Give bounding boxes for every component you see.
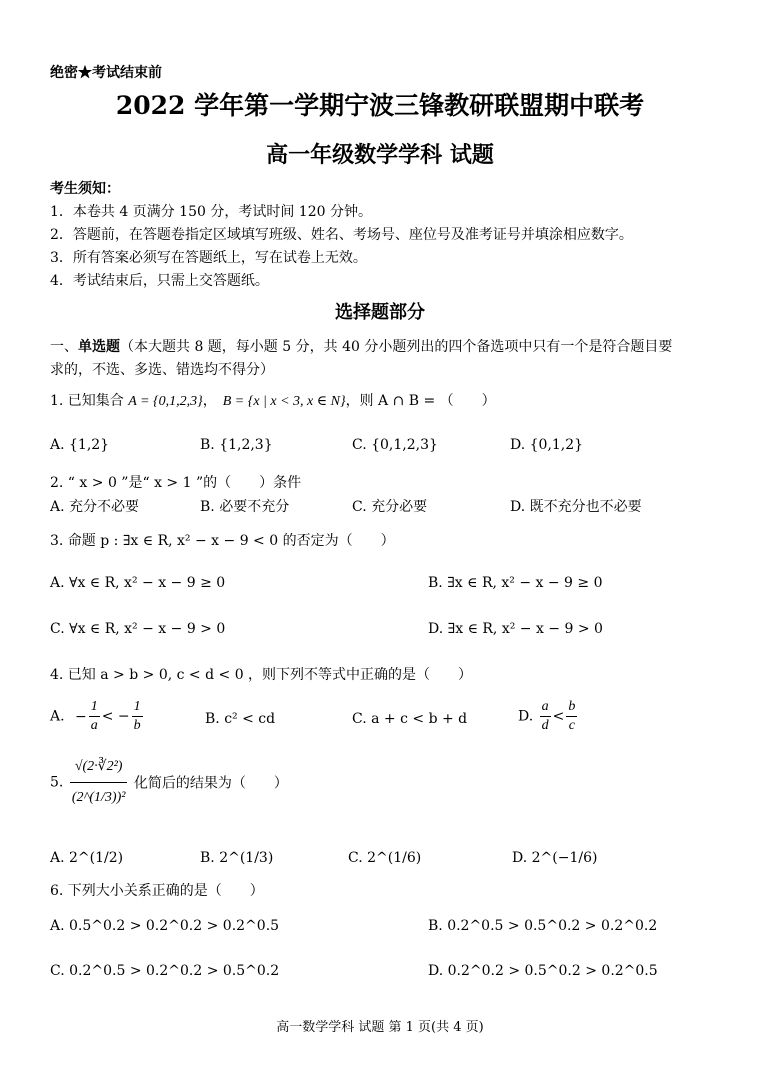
q3-option-c: C. ∀x ∈ R, x² − x − 9 > 0 [50, 621, 226, 637]
q6-option-b: B. 0.2^0.5 > 0.5^0.2 > 0.2^0.2 [428, 918, 658, 934]
q3-option-a: A. ∀x ∈ R, x² − x − 9 ≥ 0 [50, 575, 226, 591]
q5-expression [70, 752, 128, 813]
intro-prefix: 一、 [50, 339, 78, 355]
question-6-stem: 6. 下列大小关系正确的是（ ） [50, 883, 264, 899]
q5-numerator: √(2·∛2²) [70, 752, 128, 783]
page-footer: 高一数学学科 试题 第 1 页(共 4 页) [276, 1020, 484, 1035]
notice-heading: 考生须知： [50, 181, 120, 197]
question-3-stem: 3. 命题 p : ∃x ∈ R, x² − x − 9 < 0 的否定为（ ） [50, 533, 395, 549]
q2-option-a: A. 充分不必要 [50, 499, 140, 515]
q4-a-frac1: $\frac{1}{a}$ [90, 699, 98, 733]
q4-option-b: B. c² < cd [205, 711, 276, 727]
q1-set-a: A = {0,1,2,3} [128, 394, 203, 409]
q2-option-b: B. 必要不充分 [200, 499, 290, 515]
notice-item: 2．答题前，在答题卷指定区域填写班级、姓名、考场号、座位号及准考证号并填涂相应数字。 [50, 227, 633, 243]
q4-option-a: A. − $\frac{1}{a}$ < − $\frac{1}{b}$ [50, 699, 141, 733]
q1-stem-b: ，则 A ∩ B = （ ） [345, 393, 496, 409]
secret-mark: 绝密★考试结束前 [50, 65, 162, 81]
q2-option-d: D. 既不充分也不必要 [510, 499, 642, 515]
q6-option-a: A. 0.5^0.2 > 0.2^0.2 > 0.2^0.5 [50, 918, 280, 934]
q5-denominator: (2^(1/3))² [71, 790, 126, 805]
q5-option-c: C. 2^(1/6) [348, 850, 422, 866]
q4-a-frac2: $\frac{1}{b}$ [133, 699, 141, 733]
q2-option-c: C. 充分必要 [352, 499, 428, 515]
section-intro-line2: 求的，不选、多选、错选均不得分） [50, 362, 274, 378]
question-4-stem: 4. 已知 a > b > 0, c < d < 0 ，则下列不等式中正确的是（ ） [50, 667, 473, 683]
q4-a-label: A. [50, 708, 65, 725]
q5-option-a: A. 2^(1/2) [50, 850, 124, 866]
q5-text: 化简后的结果为（ ） [133, 775, 288, 792]
q5-option-b: B. 2^(1/3) [200, 850, 274, 866]
q4-option-d: D. $\frac{a}{d}$ < $\frac{b}{c}$ [518, 699, 576, 733]
q1-option-a: A. {1,2} [50, 437, 110, 453]
q1-stem-a: 1. 已知集合 [50, 393, 129, 409]
q3-option-b: B. ∃x ∈ R, x² − x − 9 ≥ 0 [428, 575, 603, 591]
q1-set-b: B = {x | x < 3, x ∈ N} [222, 394, 346, 409]
section-title: 选择题部分 [335, 302, 425, 323]
intro-text: （本大题共 8 题，每小题 5 分，共 40 分小题列出的四个备选项中只有一个是符合题目要 [120, 339, 673, 355]
question-5-stem [50, 752, 288, 813]
q4-d-frac2: $\frac{b}{c}$ [568, 699, 576, 733]
notice-item: 1．本卷共 4 页满分 150 分，考试时间 120 分钟。 [50, 204, 372, 220]
intro-bold: 单选题 [78, 339, 120, 355]
q6-option-c: C. 0.2^0.5 > 0.2^0.2 > 0.5^0.2 [50, 963, 280, 979]
question-2-stem: 2. “ x > 0 ”是“ x > 1 ”的（ ）条件 [50, 475, 302, 491]
q4-d-label: D. [518, 708, 534, 725]
page-subtitle: 高一年级数学学科 试题 [266, 142, 494, 168]
question-1-stem: 1. 已知集合 A = {0,1,2,3}， B = {x | x < 3, x ∈ N}，则 A ∩ B = （ ） [50, 393, 496, 409]
q6-option-d: D. 0.2^0.2 > 0.5^0.2 > 0.2^0.5 [428, 963, 658, 979]
q3-option-d: D. ∃x ∈ R, x² − x − 9 > 0 [428, 621, 603, 637]
q4-d-frac1: $\frac{a}{d}$ [541, 699, 549, 733]
q1-option-d: D. {0,1,2} [510, 437, 584, 453]
q5-option-d: D. 2^(−1/6) [512, 850, 598, 866]
q1-option-b: B. {1,2,3} [200, 437, 273, 453]
q5-label: 5. [50, 774, 64, 791]
notice-item: 3．所有答案必须写在答题纸上，写在试卷上无效。 [50, 250, 367, 266]
page-title: 2022 学年第一学期宁波三锋教研联盟期中联考 [115, 91, 645, 120]
notice-item: 4．考试结束后，只需上交答题纸。 [50, 273, 269, 289]
q1-option-c: C. {0,1,2,3} [352, 437, 438, 453]
section-intro-line1 [50, 336, 672, 356]
q4-option-c: C. a + c < b + d [352, 711, 468, 727]
